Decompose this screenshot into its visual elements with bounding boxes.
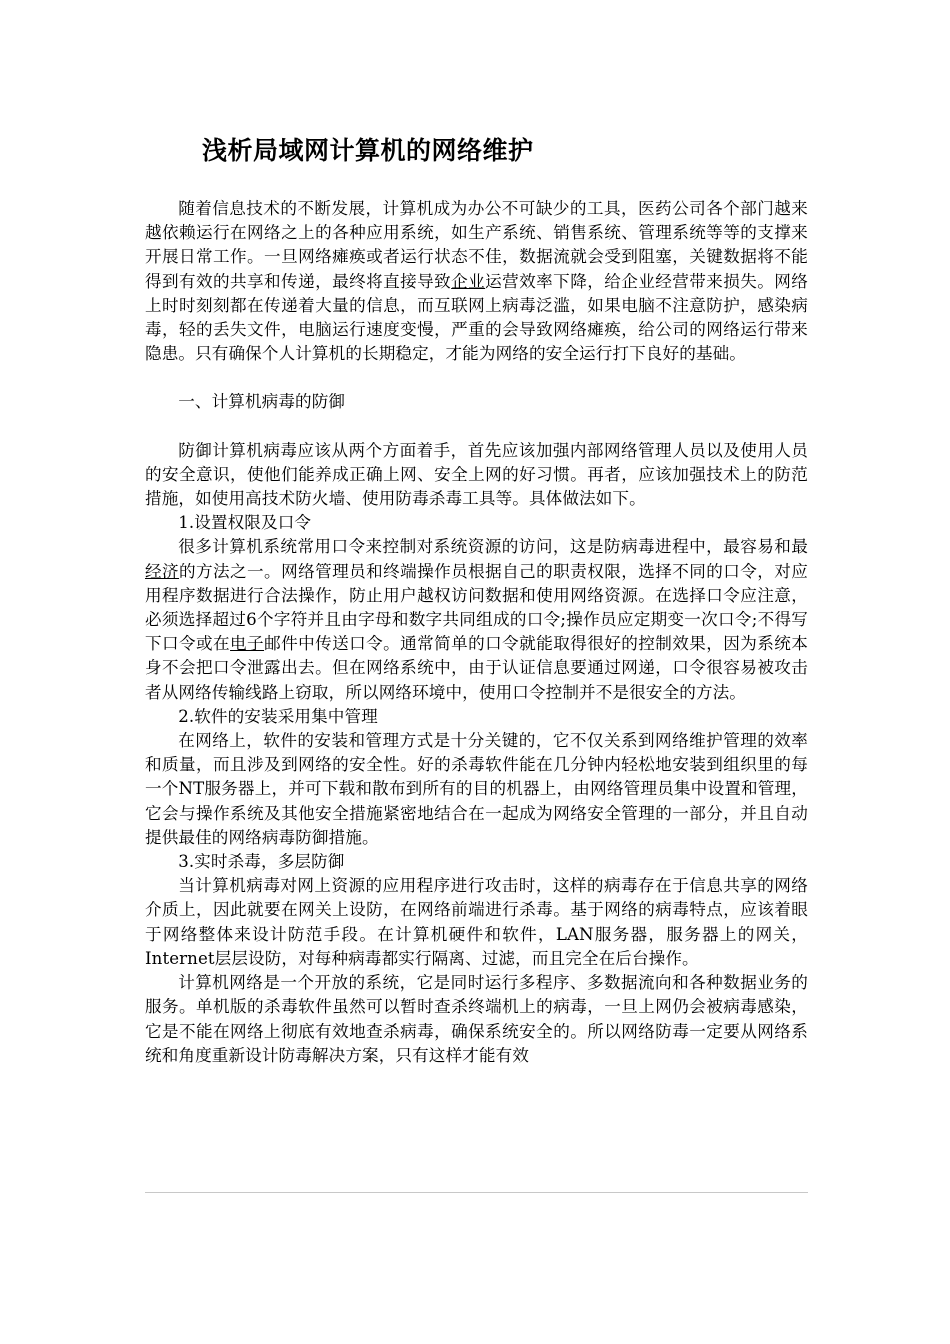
section1-intro: 防御计算机病毒应该从两个方面着手，首先应该加强内部网络管理人员以及使用人员的安全意识，使他们能养成正确上网、安全上网的好习惯。再者，应该加强技术上的防范措施，如使用高技术防火墙、使用防毒杀毒工具等。具体做法如下。 (145, 440, 808, 509)
intro-text-rest: 运营效率下降，给企业经营带来损失。网络上时时刻刻都在传递着大量的信息，而互联网上病毒泛滥，如果电脑不注意防护，感染病毒，轻的丢失文件，电脑运行速度变慢，严重的会导致网络瘫痪，给公司的网络运行带来隐患。只有确保个人计算机的长期稳定，才能为网络的安全运行打下良好的基础。 (145, 271, 808, 364)
item1-heading: 1.设置权限及口令 (178, 513, 312, 533)
item1-text-a: 很多计算机系统常用口令来控制对系统资源的访问，这是防病毒进程中，最容易和最 (178, 537, 808, 557)
section1-heading: 一、计算机病毒的防御 (178, 392, 346, 412)
item1-paragraph (145, 535, 808, 704)
intro-link-enterprise[interactable]: 企业 (451, 271, 486, 291)
item3-paragraph: 当计算机病毒对网上资源的应用程序进行攻击时，这样的病毒存在于信息共享的网络介质上，因此就要在网关上设防，在网络前端进行杀毒。基于网络的病毒特点，应该着眼于网络整体来设计防范手段。在计算机硬件和软件，LAN服务器，服务器上的网关，Internet层层设防，对每种病毒都实行隔离、过滤，而且完全在后台操作。 (145, 876, 808, 968)
document-title: 浅析局域网计算机的网络维护 (202, 136, 534, 165)
intro-text: 随着信息技术的不断发展，计算机成为办公不可缺少的工具，医药公司各个部门越来越依赖运行在网络之上的各种应用系统，如生产系统、销售系统、管理系统等等的支撑来开展日常工作。一旦网络瘫痪或者运行状态不佳，数据流就会受到阻塞，关键数据将不能得到有效的共享和传递，最终将直接导致 (145, 199, 808, 291)
page-cutoff (0, 1193, 950, 1344)
document-body (145, 197, 808, 1068)
intro-paragraph (145, 197, 808, 366)
item1-link-economy[interactable]: 经济 (145, 561, 180, 581)
item3-paragraph-2: 计算机网络是一个开放的系统，它是同时运行多程序、多数据流向和各种数据业务的服务。单机版的杀毒软件虽然可以暂时查杀终端机上的病毒，一旦上网仍会被病毒感染，它是不能在网络上彻底有效地查杀病毒，确保系统安全的。所以网络防毒一定要从网络系统和角度重新设计防毒解决方案，只有这样才能有效 (145, 973, 808, 1065)
item2-paragraph: 在网络上，软件的安装和管理方式是十分关键的，它不仅关系到网络维护管理的效率和质量，而且涉及到网络的安全性。好的杀毒软件能在几分钟内轻松地安装到组织里的每一个NT服务器上，并可下载和散布到所有的目的机器上，由网络管理员集中设置和管理，它会与操作系统及其他安全措施紧密地结合在一起成为网络安全管理的一部分，并且自动提供最佳的网络病毒防御措施。 (145, 731, 808, 847)
item1-link-electronic[interactable]: 电子 (230, 634, 265, 654)
item1-text-b: 的方法之一。网络管理员和终端操作员根据自己的职责权限，选择不同的口令，对应用程序数据进行合法操作，防止用户越权访问数据和使用网络资源。在选择口令应注意，必须选择超过6个字符并且由字母和数字共同组成的口令;操作员应定期变一次口令;不得写下口令或在 (145, 561, 808, 654)
item1-text-c: 邮件中传送口令。通常简单的口令就能取得很好的控制效果，因为系统本身不会把口令泄露出去。但在网络系统中，由于认证信息要通过网递，口令很容易被攻击者从网络传输线路上窃取，所以网络环境中，使用口令控制并不是很安全的方法。 (145, 634, 808, 702)
item3-heading: 3.实时杀毒，多层防御 (178, 852, 345, 872)
item2-heading: 2.软件的安装采用集中管理 (178, 706, 378, 726)
bottom-rule (145, 1192, 808, 1193)
